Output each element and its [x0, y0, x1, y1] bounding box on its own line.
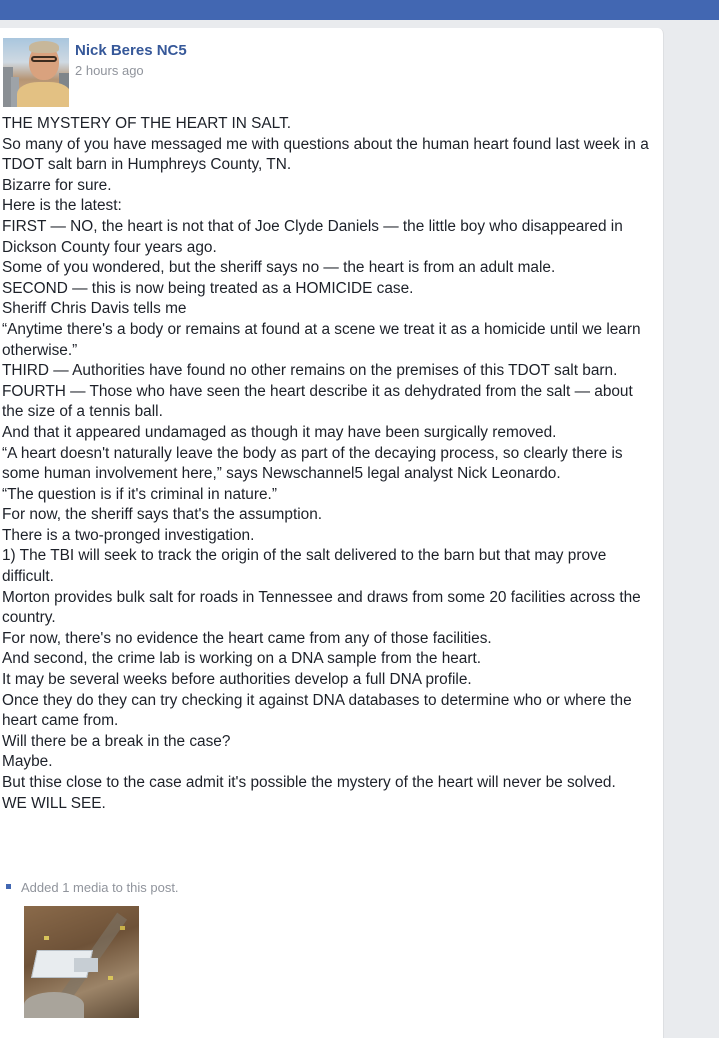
post-line: FIRST — NO, the heart is not that of Joe Clyde Daniels — the little boy who disappeared in Dickson County four years ago. [2, 217, 623, 256]
post-line: Some of you wondered, but the sheriff says no — the heart is from an adult male. [2, 259, 556, 277]
post-line: THE MYSTERY OF THE HEART IN SALT. [2, 115, 292, 132]
post-line: Sheriff Chris Davis tells me [2, 300, 187, 318]
post-body [2, 114, 657, 814]
post-line: Here is the latest: [2, 197, 122, 215]
post-line: 1) The TBI will seek to track the origin of the salt delivered to the barn but that may prove difficult. [2, 547, 607, 586]
post-line: Once they do they can try checking it against DNA databases to determine who or where the heart came from. [2, 691, 632, 730]
post-card [0, 28, 664, 1038]
post-line: It may be several weeks before authorities develop a full DNA profile. [2, 671, 472, 689]
square-bullet-icon [6, 884, 11, 889]
post-line: There is a two-pronged investigation. [2, 526, 255, 544]
post-line: Will there be a break in the case? [2, 732, 231, 750]
author-name-link[interactable]: Nick Beres NC5 [75, 42, 187, 59]
post-line: For now, the sheriff says that's the assumption. [2, 506, 323, 524]
attachment-note [6, 880, 179, 895]
post-line: For now, there's no evidence the heart came from any of those facilities. [2, 629, 492, 647]
attached-media-thumbnail[interactable] [24, 906, 139, 1018]
post-line: But thise close to the case admit it's possible the mystery of the heart will never be solved. [2, 774, 616, 791]
post-line: FOURTH — Those who have seen the heart describe it as dehydrated from the salt — about the size of a tennis ball. [2, 382, 633, 421]
top-bar [0, 0, 719, 20]
post-line: “The question is if it's criminal in nature.” [2, 485, 277, 503]
post-line: “A heart doesn't naturally leave the body as part of the decaying process, so clearly there is some human involvement here,” says Newschannel5 legal analyst Nick Leonardo. [2, 444, 623, 483]
attachment-note-text: Added 1 media to this post. [21, 880, 179, 895]
post-line: So many of you have messaged me with questions about the human heart found last week in a TDOT salt barn in Humphreys County, TN. [2, 135, 649, 174]
post-line: Maybe. [2, 753, 53, 771]
author-avatar[interactable] [3, 38, 69, 107]
post-line: THIRD — Authorities have found no other remains on the premises of this TDOT salt barn. [2, 362, 618, 380]
post-line: And second, the crime lab is working on a DNA sample from the heart. [2, 650, 482, 668]
post-line: SECOND — this is now being treated as a HOMICIDE case. [2, 279, 414, 297]
post-line: And that it appeared undamaged as though it may have been surgically removed. [2, 423, 557, 441]
post-timestamp[interactable]: 2 hours ago [75, 63, 144, 78]
post-line: WE WILL SEE. [2, 794, 106, 812]
post-line: Morton provides bulk salt for roads in Tennessee and draws from some 20 facilities across the country. [2, 588, 641, 627]
post-line: Bizarre for sure. [2, 176, 112, 194]
post-line: “Anytime there's a body or remains at found at a scene we treat it as a homicide until we learn otherwise.” [2, 320, 641, 359]
